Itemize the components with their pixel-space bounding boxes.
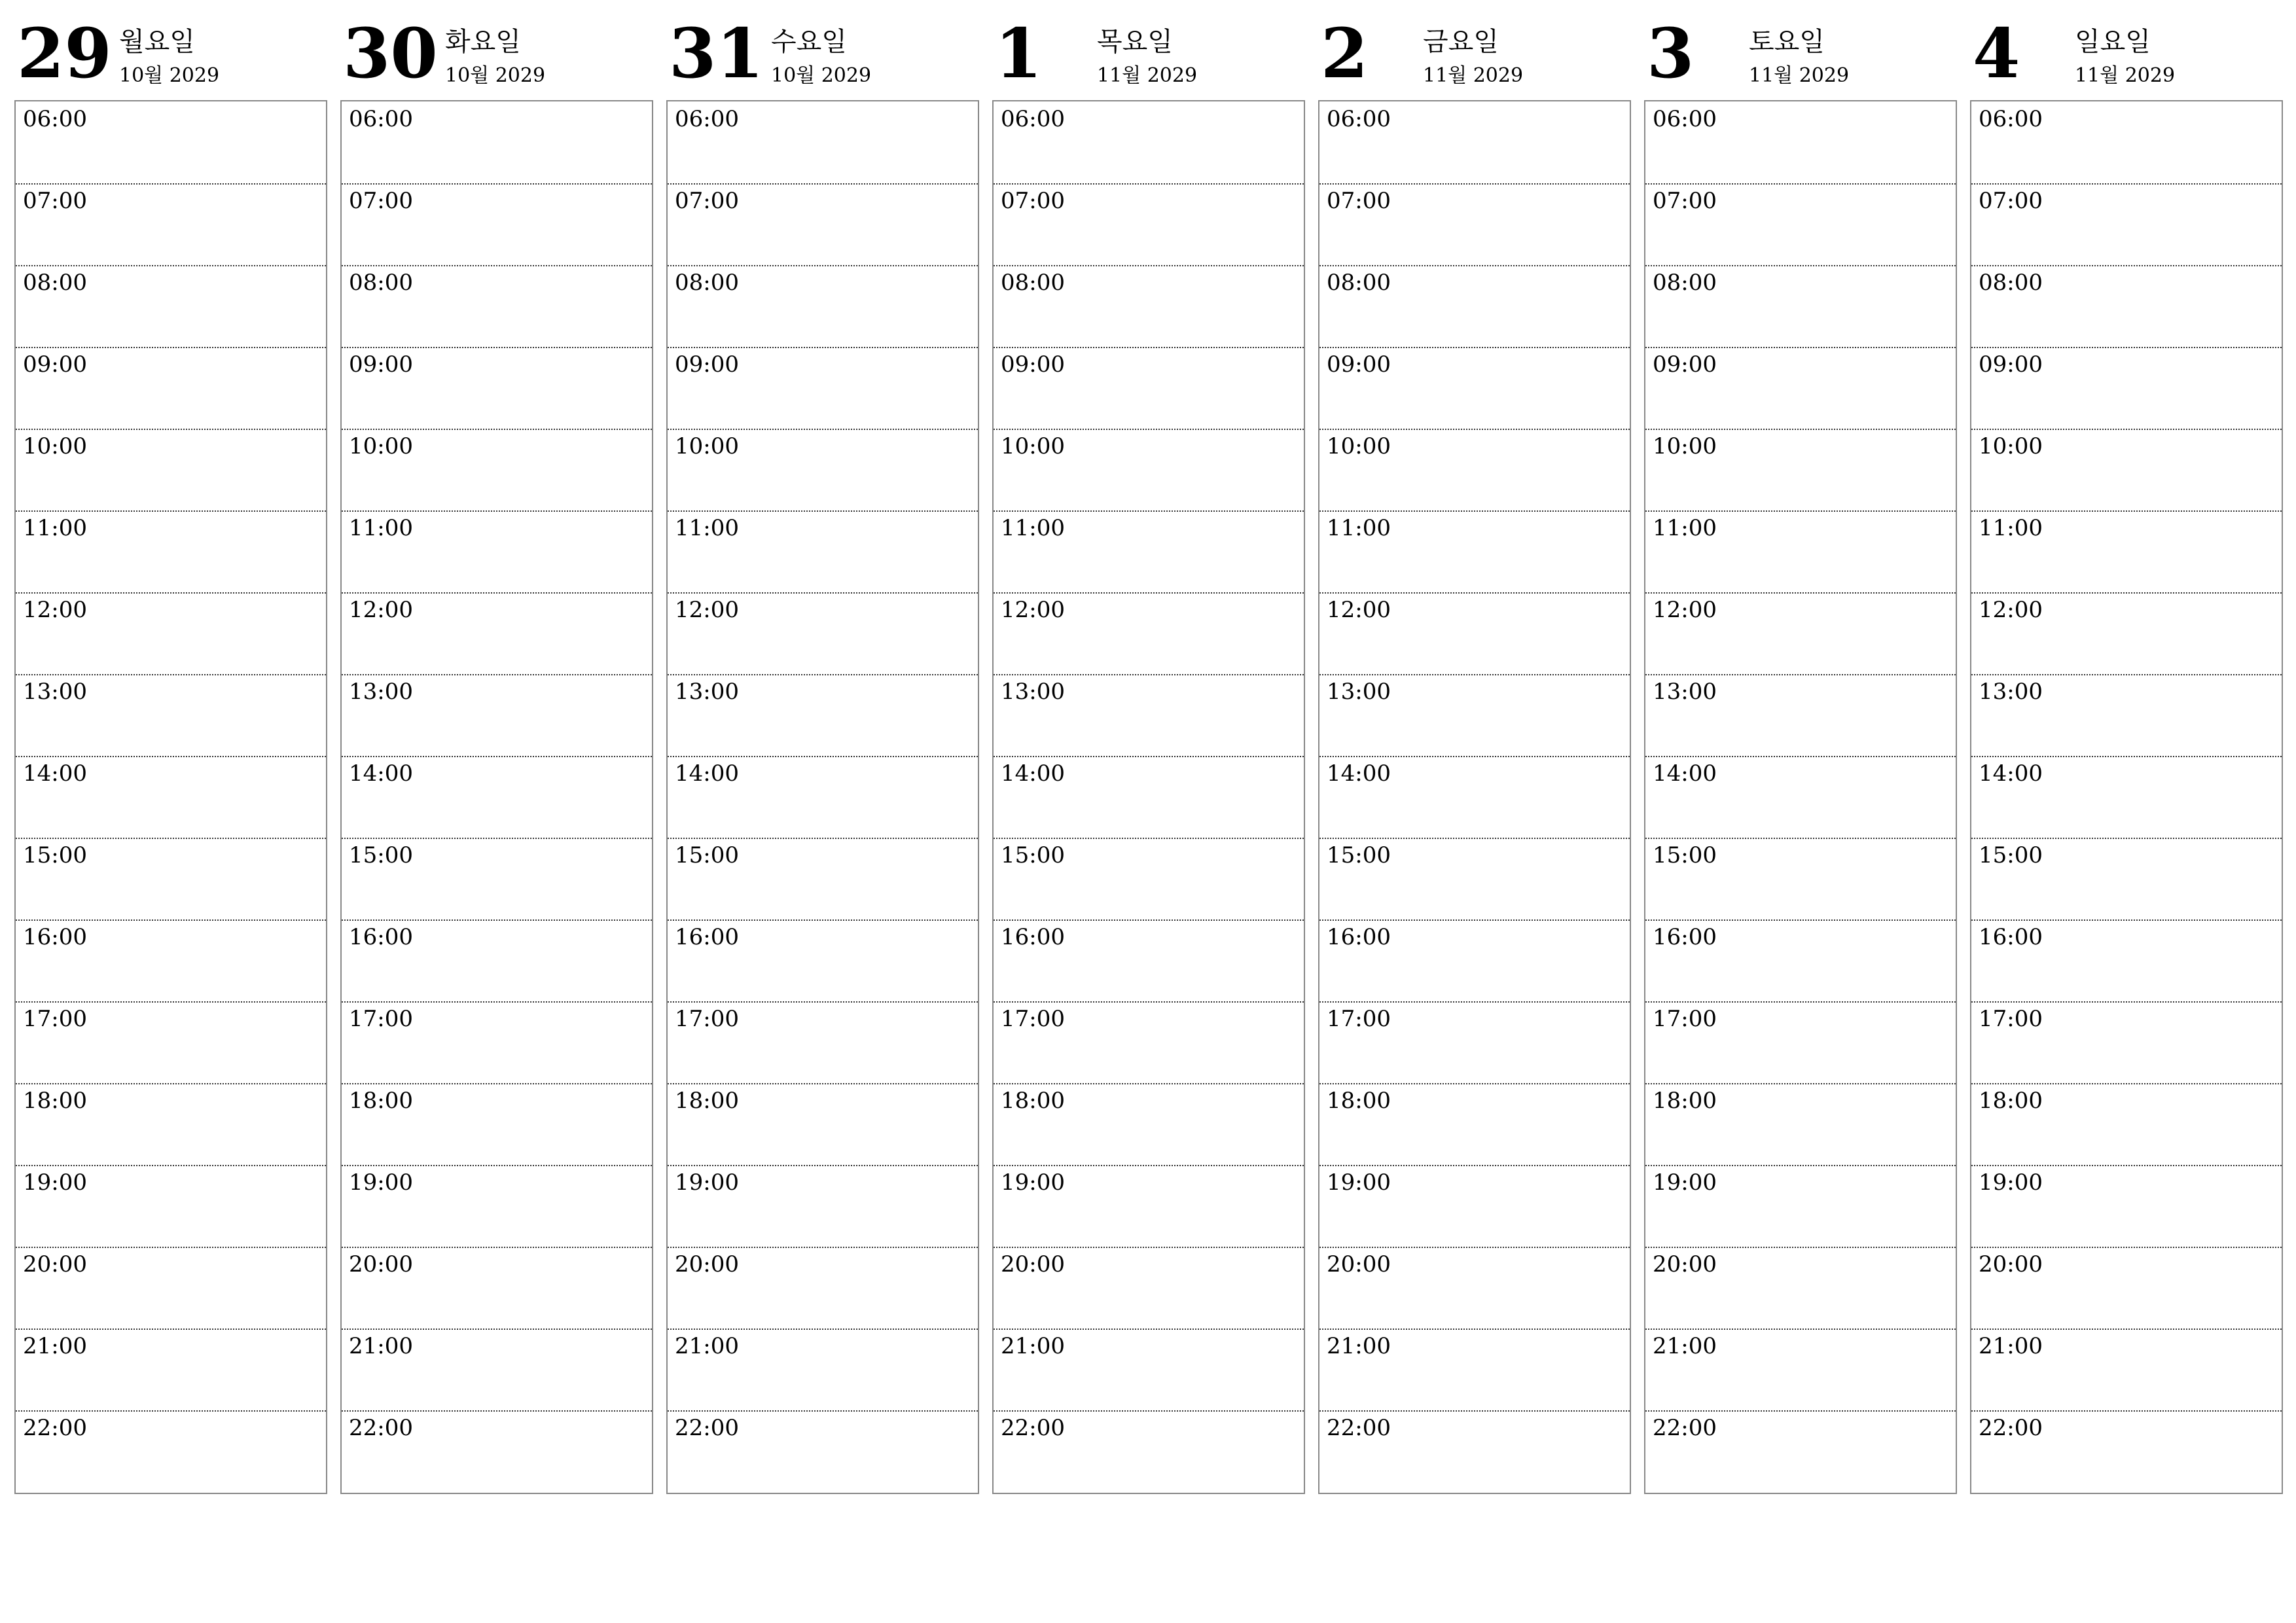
hour-label: 18:00 bbox=[1653, 1088, 1717, 1114]
day-column bbox=[1318, 0, 1631, 1499]
hour-slot bbox=[1319, 838, 1630, 921]
hour-label: 08:00 bbox=[1327, 270, 1391, 296]
hour-label: 15:00 bbox=[1653, 842, 1717, 868]
hour-slot bbox=[342, 1247, 652, 1330]
hour-label: 06:00 bbox=[675, 106, 739, 132]
hour-label: 20:00 bbox=[1001, 1251, 1065, 1277]
hour-slot bbox=[1971, 592, 2282, 675]
hour-label: 07:00 bbox=[1001, 188, 1065, 214]
hour-label: 09:00 bbox=[675, 351, 739, 378]
hour-slot bbox=[342, 265, 652, 348]
weekly-planner bbox=[14, 0, 2286, 1505]
hour-label: 08:00 bbox=[1001, 270, 1065, 296]
hour-label: 07:00 bbox=[1327, 188, 1391, 214]
month-year: 11월 2029 bbox=[1749, 64, 1850, 87]
hour-slot bbox=[1971, 1410, 2282, 1492]
hour-slot bbox=[342, 347, 652, 430]
hour-label: 18:00 bbox=[1979, 1088, 2043, 1114]
hour-slot bbox=[668, 1165, 978, 1248]
day-header bbox=[666, 0, 979, 98]
hour-label: 22:00 bbox=[349, 1415, 413, 1441]
hour-slot bbox=[994, 756, 1304, 839]
hour-slot bbox=[1971, 1247, 2282, 1330]
hour-label: 11:00 bbox=[1001, 515, 1065, 541]
month-year: 10월 2029 bbox=[119, 64, 220, 87]
hour-label: 13:00 bbox=[675, 679, 739, 705]
hour-label: 10:00 bbox=[1001, 433, 1065, 459]
hour-label: 18:00 bbox=[1001, 1088, 1065, 1114]
hour-slot bbox=[16, 101, 326, 185]
hour-slot bbox=[16, 1247, 326, 1330]
hour-label: 12:00 bbox=[1979, 597, 2043, 623]
hour-label: 21:00 bbox=[1979, 1333, 2043, 1359]
hour-slot bbox=[1645, 1083, 1956, 1166]
hour-slot bbox=[994, 1247, 1304, 1330]
day-header bbox=[1970, 0, 2283, 98]
hour-label: 10:00 bbox=[23, 433, 87, 459]
hour-slot bbox=[668, 592, 978, 675]
hour-label: 18:00 bbox=[675, 1088, 739, 1114]
hour-label: 09:00 bbox=[1653, 351, 1717, 378]
month-year: 10월 2029 bbox=[771, 64, 872, 87]
hour-label: 13:00 bbox=[349, 679, 413, 705]
hour-slot bbox=[1645, 919, 1956, 1003]
hour-label: 15:00 bbox=[23, 842, 87, 868]
hour-slot bbox=[1645, 510, 1956, 594]
hour-slot bbox=[1319, 919, 1630, 1003]
hour-slot bbox=[1319, 265, 1630, 348]
hour-label: 19:00 bbox=[1327, 1169, 1391, 1196]
hour-label: 21:00 bbox=[349, 1333, 413, 1359]
hour-slot bbox=[342, 429, 652, 512]
hour-slot bbox=[994, 919, 1304, 1003]
hour-label: 15:00 bbox=[1001, 842, 1065, 868]
hour-label: 21:00 bbox=[1327, 1333, 1391, 1359]
day-column bbox=[1970, 0, 2283, 1499]
hour-label: 12:00 bbox=[675, 597, 739, 623]
hour-slot bbox=[1645, 347, 1956, 430]
hour-label: 14:00 bbox=[1653, 760, 1717, 787]
day-schedule bbox=[666, 100, 979, 1494]
hour-label: 17:00 bbox=[1979, 1006, 2043, 1032]
hour-label: 07:00 bbox=[349, 188, 413, 214]
hour-slot bbox=[1319, 183, 1630, 266]
hour-label: 10:00 bbox=[675, 433, 739, 459]
hour-slot bbox=[16, 1083, 326, 1166]
day-number: 2 bbox=[1321, 13, 1369, 94]
hour-label: 16:00 bbox=[1653, 924, 1717, 950]
hour-label: 06:00 bbox=[1001, 106, 1065, 132]
hour-label: 10:00 bbox=[1653, 433, 1717, 459]
hour-label: 15:00 bbox=[1327, 842, 1391, 868]
hour-label: 13:00 bbox=[1979, 679, 2043, 705]
hour-slot bbox=[994, 838, 1304, 921]
hour-label: 10:00 bbox=[349, 433, 413, 459]
hour-slot bbox=[994, 1165, 1304, 1248]
hour-slot bbox=[16, 429, 326, 512]
hour-slot bbox=[994, 1083, 1304, 1166]
day-header bbox=[1318, 0, 1631, 98]
hour-label: 21:00 bbox=[23, 1333, 87, 1359]
hour-slot bbox=[342, 101, 652, 185]
hour-label: 07:00 bbox=[1979, 188, 2043, 214]
hour-slot bbox=[668, 1083, 978, 1166]
hour-label: 17:00 bbox=[1327, 1006, 1391, 1032]
weekday-name: 금요일 bbox=[1423, 27, 1499, 57]
hour-label: 11:00 bbox=[1979, 515, 2043, 541]
hour-slot bbox=[994, 429, 1304, 512]
hour-label: 19:00 bbox=[1001, 1169, 1065, 1196]
hour-label: 12:00 bbox=[1653, 597, 1717, 623]
hour-slot bbox=[16, 1001, 326, 1084]
hour-label: 12:00 bbox=[1327, 597, 1391, 623]
hour-slot bbox=[1971, 183, 2282, 266]
hour-label: 22:00 bbox=[1979, 1415, 2043, 1441]
weekday-name: 화요일 bbox=[445, 27, 521, 57]
hour-label: 08:00 bbox=[675, 270, 739, 296]
hour-label: 09:00 bbox=[1001, 351, 1065, 378]
hour-label: 17:00 bbox=[675, 1006, 739, 1032]
hour-slot bbox=[16, 919, 326, 1003]
hour-label: 18:00 bbox=[349, 1088, 413, 1114]
hour-label: 20:00 bbox=[1653, 1251, 1717, 1277]
hour-label: 06:00 bbox=[1327, 106, 1391, 132]
hour-slot bbox=[342, 1165, 652, 1248]
hour-label: 13:00 bbox=[23, 679, 87, 705]
hour-label: 21:00 bbox=[1001, 1333, 1065, 1359]
hour-label: 14:00 bbox=[675, 760, 739, 787]
hour-slot bbox=[994, 1410, 1304, 1492]
hour-slot bbox=[16, 183, 326, 266]
hour-slot bbox=[1319, 1165, 1630, 1248]
day-schedule bbox=[1318, 100, 1631, 1494]
hour-slot bbox=[668, 919, 978, 1003]
hour-slot bbox=[342, 592, 652, 675]
hour-label: 12:00 bbox=[1001, 597, 1065, 623]
hour-label: 20:00 bbox=[23, 1251, 87, 1277]
hour-slot bbox=[16, 510, 326, 594]
hour-label: 17:00 bbox=[1001, 1006, 1065, 1032]
hour-label: 06:00 bbox=[349, 106, 413, 132]
hour-slot bbox=[1971, 101, 2282, 185]
hour-label: 14:00 bbox=[1001, 760, 1065, 787]
hour-slot bbox=[16, 838, 326, 921]
day-column bbox=[14, 0, 327, 1499]
hour-slot bbox=[1319, 1083, 1630, 1166]
hour-slot bbox=[342, 1329, 652, 1412]
hour-slot bbox=[994, 510, 1304, 594]
month-year: 11월 2029 bbox=[1097, 64, 1198, 87]
weekday-name: 토요일 bbox=[1749, 27, 1825, 57]
hour-label: 11:00 bbox=[1653, 515, 1717, 541]
hour-slot bbox=[342, 1083, 652, 1166]
day-header bbox=[340, 0, 653, 98]
hour-slot bbox=[668, 265, 978, 348]
hour-slot bbox=[16, 674, 326, 757]
day-number: 30 bbox=[343, 13, 438, 94]
day-column bbox=[340, 0, 653, 1499]
hour-slot bbox=[668, 183, 978, 266]
hour-slot bbox=[1971, 756, 2282, 839]
hour-slot bbox=[1645, 101, 1956, 185]
hour-slot bbox=[16, 1165, 326, 1248]
hour-slot bbox=[1971, 1001, 2282, 1084]
hour-slot bbox=[1319, 674, 1630, 757]
hour-slot bbox=[16, 592, 326, 675]
hour-slot bbox=[1645, 1001, 1956, 1084]
hour-label: 09:00 bbox=[1327, 351, 1391, 378]
hour-slot bbox=[342, 183, 652, 266]
hour-label: 07:00 bbox=[1653, 188, 1717, 214]
hour-label: 10:00 bbox=[1979, 433, 2043, 459]
hour-label: 16:00 bbox=[1001, 924, 1065, 950]
hour-label: 22:00 bbox=[1001, 1415, 1065, 1441]
hour-slot bbox=[342, 674, 652, 757]
day-schedule bbox=[1644, 100, 1957, 1494]
hour-slot bbox=[1971, 265, 2282, 348]
hour-label: 19:00 bbox=[675, 1169, 739, 1196]
hour-slot bbox=[668, 101, 978, 185]
hour-slot bbox=[1971, 1083, 2282, 1166]
hour-slot bbox=[668, 1329, 978, 1412]
hour-slot bbox=[994, 101, 1304, 185]
hour-slot bbox=[16, 265, 326, 348]
hour-label: 22:00 bbox=[23, 1415, 87, 1441]
day-column bbox=[666, 0, 979, 1499]
day-schedule bbox=[340, 100, 653, 1494]
hour-slot bbox=[1319, 756, 1630, 839]
day-column bbox=[1644, 0, 1957, 1499]
hour-slot bbox=[1645, 674, 1956, 757]
hour-label: 16:00 bbox=[675, 924, 739, 950]
hour-slot bbox=[1645, 265, 1956, 348]
hour-label: 22:00 bbox=[675, 1415, 739, 1441]
weekday-name: 목요일 bbox=[1097, 27, 1173, 57]
hour-slot bbox=[1971, 1329, 2282, 1412]
hour-label: 08:00 bbox=[1979, 270, 2043, 296]
hour-label: 06:00 bbox=[1653, 106, 1717, 132]
hour-slot bbox=[1319, 592, 1630, 675]
hour-label: 14:00 bbox=[23, 760, 87, 787]
hour-label: 12:00 bbox=[349, 597, 413, 623]
day-number: 3 bbox=[1647, 13, 1695, 94]
hour-label: 11:00 bbox=[23, 515, 87, 541]
hour-slot bbox=[16, 1410, 326, 1492]
day-header bbox=[992, 0, 1305, 98]
hour-slot bbox=[342, 510, 652, 594]
hour-slot bbox=[1645, 838, 1956, 921]
day-column bbox=[992, 0, 1305, 1499]
hour-label: 07:00 bbox=[675, 188, 739, 214]
hour-slot bbox=[1319, 101, 1630, 185]
hour-slot bbox=[1319, 1247, 1630, 1330]
hour-label: 13:00 bbox=[1327, 679, 1391, 705]
hour-slot bbox=[668, 1001, 978, 1084]
hour-label: 10:00 bbox=[1327, 433, 1391, 459]
hour-slot bbox=[342, 756, 652, 839]
hour-slot bbox=[668, 429, 978, 512]
hour-slot bbox=[668, 674, 978, 757]
hour-slot bbox=[16, 347, 326, 430]
hour-slot bbox=[1645, 183, 1956, 266]
weekday-name: 수요일 bbox=[771, 27, 847, 57]
hour-label: 06:00 bbox=[23, 106, 87, 132]
hour-label: 18:00 bbox=[23, 1088, 87, 1114]
hour-slot bbox=[1645, 429, 1956, 512]
month-year: 11월 2029 bbox=[1423, 64, 1524, 87]
hour-label: 11:00 bbox=[349, 515, 413, 541]
month-year: 11월 2029 bbox=[2075, 64, 2176, 87]
hour-slot bbox=[1319, 347, 1630, 430]
hour-slot bbox=[668, 510, 978, 594]
hour-slot bbox=[994, 1329, 1304, 1412]
hour-label: 21:00 bbox=[1653, 1333, 1717, 1359]
hour-slot bbox=[1971, 838, 2282, 921]
hour-label: 09:00 bbox=[1979, 351, 2043, 378]
hour-label: 22:00 bbox=[1327, 1415, 1391, 1441]
hour-slot bbox=[342, 1001, 652, 1084]
hour-label: 08:00 bbox=[23, 270, 87, 296]
hour-label: 20:00 bbox=[349, 1251, 413, 1277]
hour-slot bbox=[1971, 919, 2282, 1003]
hour-label: 09:00 bbox=[23, 351, 87, 378]
hour-slot bbox=[1319, 510, 1630, 594]
day-number: 4 bbox=[1973, 13, 2020, 94]
hour-slot bbox=[994, 183, 1304, 266]
hour-label: 19:00 bbox=[23, 1169, 87, 1196]
hour-slot bbox=[1645, 1165, 1956, 1248]
hour-slot bbox=[342, 838, 652, 921]
day-number: 29 bbox=[17, 13, 112, 94]
hour-label: 20:00 bbox=[1979, 1251, 2043, 1277]
hour-label: 14:00 bbox=[349, 760, 413, 787]
hour-label: 07:00 bbox=[23, 188, 87, 214]
hour-label: 08:00 bbox=[1653, 270, 1717, 296]
month-year: 10월 2029 bbox=[445, 64, 546, 87]
hour-label: 12:00 bbox=[23, 597, 87, 623]
hour-slot bbox=[342, 919, 652, 1003]
hour-slot bbox=[1645, 1329, 1956, 1412]
hour-slot bbox=[1971, 674, 2282, 757]
hour-slot bbox=[1971, 510, 2282, 594]
hour-slot bbox=[1971, 429, 2282, 512]
hour-label: 22:00 bbox=[1653, 1415, 1717, 1441]
hour-label: 19:00 bbox=[1979, 1169, 2043, 1196]
hour-slot bbox=[994, 1001, 1304, 1084]
hour-slot bbox=[668, 347, 978, 430]
hour-slot bbox=[1319, 1001, 1630, 1084]
hour-label: 18:00 bbox=[1327, 1088, 1391, 1114]
hour-slot bbox=[342, 1410, 652, 1492]
hour-label: 16:00 bbox=[1327, 924, 1391, 950]
hour-slot bbox=[994, 265, 1304, 348]
day-schedule bbox=[1970, 100, 2283, 1494]
hour-slot bbox=[1971, 347, 2282, 430]
hour-label: 15:00 bbox=[1979, 842, 2043, 868]
hour-slot bbox=[1645, 1410, 1956, 1492]
hour-slot bbox=[1319, 1410, 1630, 1492]
hour-label: 15:00 bbox=[675, 842, 739, 868]
hour-label: 19:00 bbox=[1653, 1169, 1717, 1196]
hour-slot bbox=[668, 756, 978, 839]
hour-label: 13:00 bbox=[1653, 679, 1717, 705]
hour-label: 11:00 bbox=[675, 515, 739, 541]
hour-slot bbox=[1319, 429, 1630, 512]
day-number: 1 bbox=[995, 13, 1043, 94]
hour-slot bbox=[1645, 592, 1956, 675]
day-schedule bbox=[992, 100, 1305, 1494]
hour-label: 08:00 bbox=[349, 270, 413, 296]
hour-label: 20:00 bbox=[1327, 1251, 1391, 1277]
hour-label: 11:00 bbox=[1327, 515, 1391, 541]
hour-slot bbox=[1645, 756, 1956, 839]
hour-label: 16:00 bbox=[349, 924, 413, 950]
weekday-name: 일요일 bbox=[2075, 27, 2151, 57]
day-number: 31 bbox=[669, 13, 764, 94]
hour-slot bbox=[668, 838, 978, 921]
hour-slot bbox=[994, 347, 1304, 430]
hour-label: 14:00 bbox=[1327, 760, 1391, 787]
hour-slot bbox=[1645, 1247, 1956, 1330]
hour-label: 19:00 bbox=[349, 1169, 413, 1196]
day-header bbox=[1644, 0, 1957, 98]
hour-label: 13:00 bbox=[1001, 679, 1065, 705]
hour-label: 15:00 bbox=[349, 842, 413, 868]
hour-slot bbox=[16, 756, 326, 839]
hour-slot bbox=[1971, 1165, 2282, 1248]
hour-label: 17:00 bbox=[23, 1006, 87, 1032]
hour-slot bbox=[668, 1247, 978, 1330]
hour-label: 06:00 bbox=[1979, 106, 2043, 132]
hour-label: 17:00 bbox=[349, 1006, 413, 1032]
hour-label: 17:00 bbox=[1653, 1006, 1717, 1032]
hour-slot bbox=[994, 674, 1304, 757]
hour-label: 21:00 bbox=[675, 1333, 739, 1359]
day-header bbox=[14, 0, 327, 98]
hour-label: 14:00 bbox=[1979, 760, 2043, 787]
hour-slot bbox=[668, 1410, 978, 1492]
hour-label: 16:00 bbox=[23, 924, 87, 950]
day-schedule bbox=[14, 100, 327, 1494]
weekday-name: 월요일 bbox=[119, 27, 195, 57]
hour-label: 16:00 bbox=[1979, 924, 2043, 950]
hour-slot bbox=[16, 1329, 326, 1412]
hour-slot bbox=[994, 592, 1304, 675]
hour-label: 20:00 bbox=[675, 1251, 739, 1277]
hour-label: 09:00 bbox=[349, 351, 413, 378]
hour-slot bbox=[1319, 1329, 1630, 1412]
